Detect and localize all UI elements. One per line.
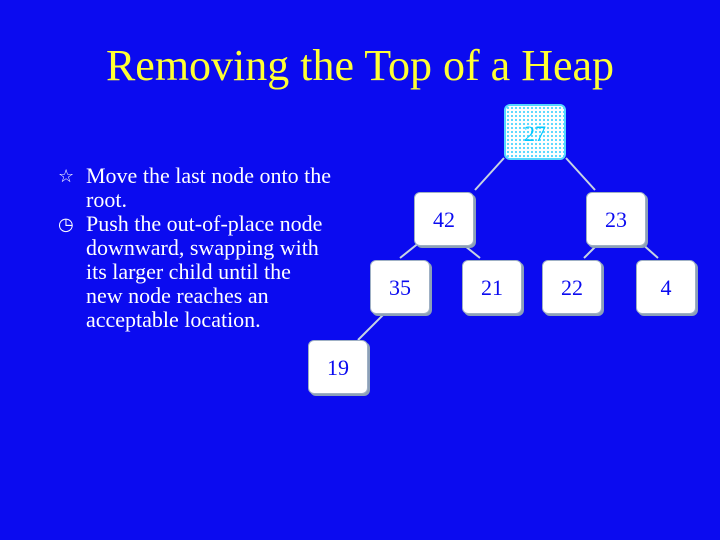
heap-node-21: 21 <box>462 260 522 314</box>
bullet-text-1: Move the last node onto the root. <box>86 163 332 212</box>
heap-node-35: 35 <box>370 260 430 314</box>
star-outline-icon: ☆ <box>58 166 75 187</box>
heap-node-4: 4 <box>636 260 696 314</box>
heap-root-node: 27 <box>504 104 566 160</box>
slide-title: Removing the Top of a Heap <box>105 41 615 90</box>
clock-icon: ◷ <box>58 214 74 235</box>
heap-node-19: 19 <box>308 340 368 394</box>
heap-node-42: 42 <box>414 192 474 246</box>
heap-node-23: 23 <box>586 192 646 246</box>
edge-35-19 <box>358 312 386 340</box>
edge-root-23 <box>566 158 595 190</box>
heap-node-22: 22 <box>542 260 602 314</box>
bullet-text-2: Push the out-of-place node downward, swapping with its larger child until the new node reaches an acceptable location. <box>86 211 323 332</box>
edge-root-42 <box>475 158 504 190</box>
